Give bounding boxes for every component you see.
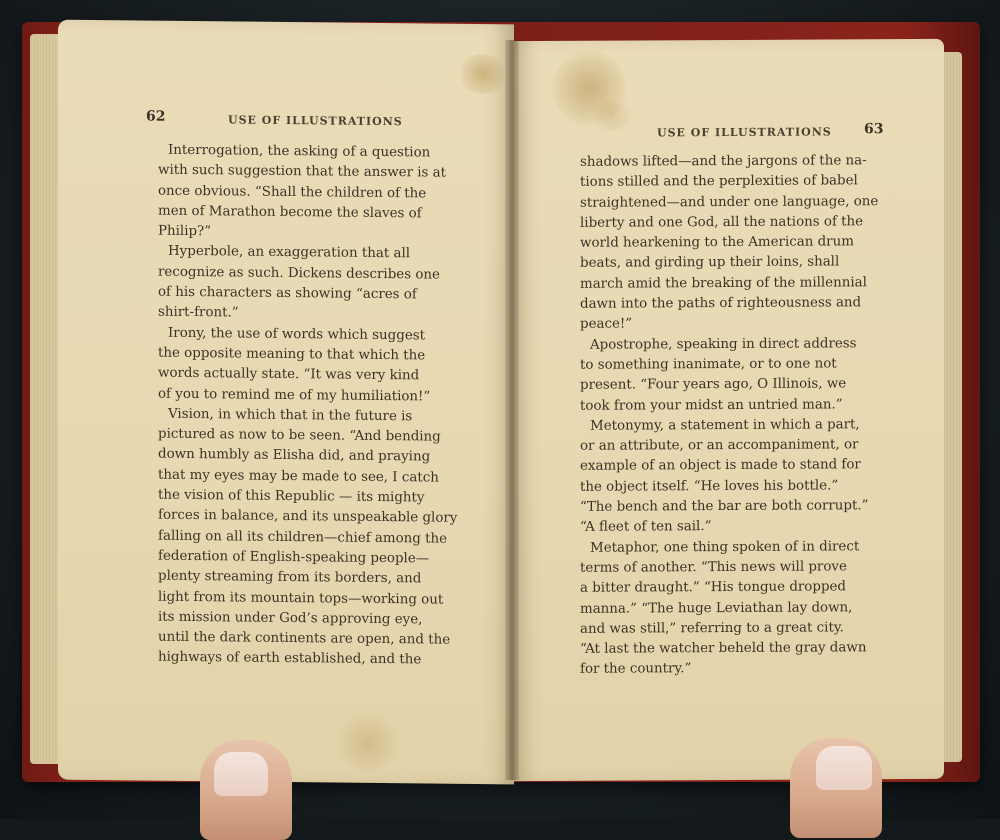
text-line: dawn into the paths of righteousness and: [580, 295, 862, 312]
text-line: “The bench and the bar are both corrupt.”: [580, 498, 869, 515]
text-line: took from your midst an untried man.”: [580, 396, 843, 414]
thumbnail: [214, 752, 268, 796]
text-line: its mission under God’s approving eye,: [158, 609, 423, 628]
left-page: [58, 20, 514, 785]
text-line: “A fleet of ten sail.”: [580, 519, 712, 536]
text-line: Vision, in which that in the future is: [168, 406, 413, 425]
text-line: for the country.”: [580, 661, 692, 678]
text-line: a bitter draught.” “His tongue dropped: [580, 579, 847, 597]
running-head: USE OF ILLUSTRATIONS: [228, 113, 403, 129]
text-line: straightened—and under one language, one: [580, 193, 879, 211]
text-line: shirt-front.”: [158, 305, 239, 321]
text-line: or an attribute, or an accompaniment, or: [580, 437, 859, 454]
page-number: 63: [864, 121, 884, 138]
text-line: highways of earth established, and the: [158, 650, 422, 668]
text-line: plenty streaming from its borders, and: [158, 568, 422, 587]
text-line: Interrogation, the asking of a question: [168, 142, 431, 161]
book-gutter: [505, 40, 519, 780]
text-line: of you to remind me of my humiliation!”: [158, 386, 431, 405]
paper-stain: [592, 101, 632, 131]
text-line: until the dark continents are open, and the: [158, 629, 451, 648]
text-line: the object itself. “He loves his bottle.”: [580, 478, 839, 495]
text-line: pictured as now to be seen. “And bending: [158, 426, 441, 445]
text-line: march amid the breaking of the millennial: [580, 275, 867, 292]
text-line: Apostrophe, speaking in direct address: [590, 335, 857, 353]
text-line: recognize as such. Dickens describes one: [158, 264, 440, 283]
running-head: USE OF ILLUSTRATIONS: [657, 125, 832, 140]
paper-stain: [338, 713, 398, 774]
text-line: the vision of this Republic — its mighty: [158, 487, 425, 506]
text-line: present. “Four years ago, O Illinois, we: [580, 376, 847, 394]
paper-stain: [458, 54, 508, 95]
text-line: federation of English-speaking people—: [158, 548, 430, 567]
thumbnail: [816, 746, 872, 790]
text-line: manna.” “The huge Leviathan lay down,: [580, 599, 853, 617]
text-line: to something inanimate, or to one not: [580, 356, 837, 373]
right-page: [512, 39, 944, 781]
text-line: example of an object is made to stand for: [580, 457, 861, 475]
text-line: Hyperbole, an exaggeration that all: [168, 244, 411, 262]
page-body-text: [580, 151, 878, 680]
text-line: “At last the watcher beheld the gray dawn: [580, 640, 867, 657]
text-line: light from its mountain tops—working out: [158, 589, 444, 608]
text-line: forces in balance, and its unspeakable glory: [158, 508, 458, 527]
text-line: Irony, the use of words which suggest: [168, 325, 426, 344]
text-line: men of Marathon become the slaves of: [158, 203, 422, 222]
text-line: liberty and one God, all the nations of the: [580, 214, 864, 231]
text-line: beats, and girding up their loins, shall: [580, 254, 840, 272]
text-line: with such suggestion that the answer is at: [158, 162, 447, 181]
text-line: the opposite meaning to that which the: [158, 345, 426, 364]
text-line: world hearkening to the American drum: [580, 234, 854, 251]
text-line: words actually state. “It was very kind: [158, 365, 420, 384]
text-line: falling on all its children—chief among the: [158, 528, 448, 547]
text-line: once obvious. “Shall the children of the: [158, 183, 427, 202]
text-line: down humbly as Elisha did, and praying: [158, 447, 431, 465]
text-line: terms of another. “This news will prove: [580, 559, 847, 576]
text-line: that my eyes may be made to see, I catch: [158, 467, 439, 486]
text-line: shadows lifted—and the jargons of the na-: [580, 153, 867, 170]
page-number: 62: [146, 108, 166, 125]
text-line: and was still,” referring to a great city.: [580, 620, 844, 637]
text-line: tions stilled and the perplexities of babel: [580, 173, 858, 191]
text-line: of his characters as showing “acres of: [158, 284, 417, 303]
text-line: Metaphor, one thing spoken of in direct: [590, 538, 860, 556]
page-body-text: [158, 141, 468, 672]
text-line: peace!”: [580, 316, 633, 333]
text-line: Metonymy, a statement in which a part,: [590, 417, 860, 434]
text-line: Philip?”: [158, 223, 212, 240]
